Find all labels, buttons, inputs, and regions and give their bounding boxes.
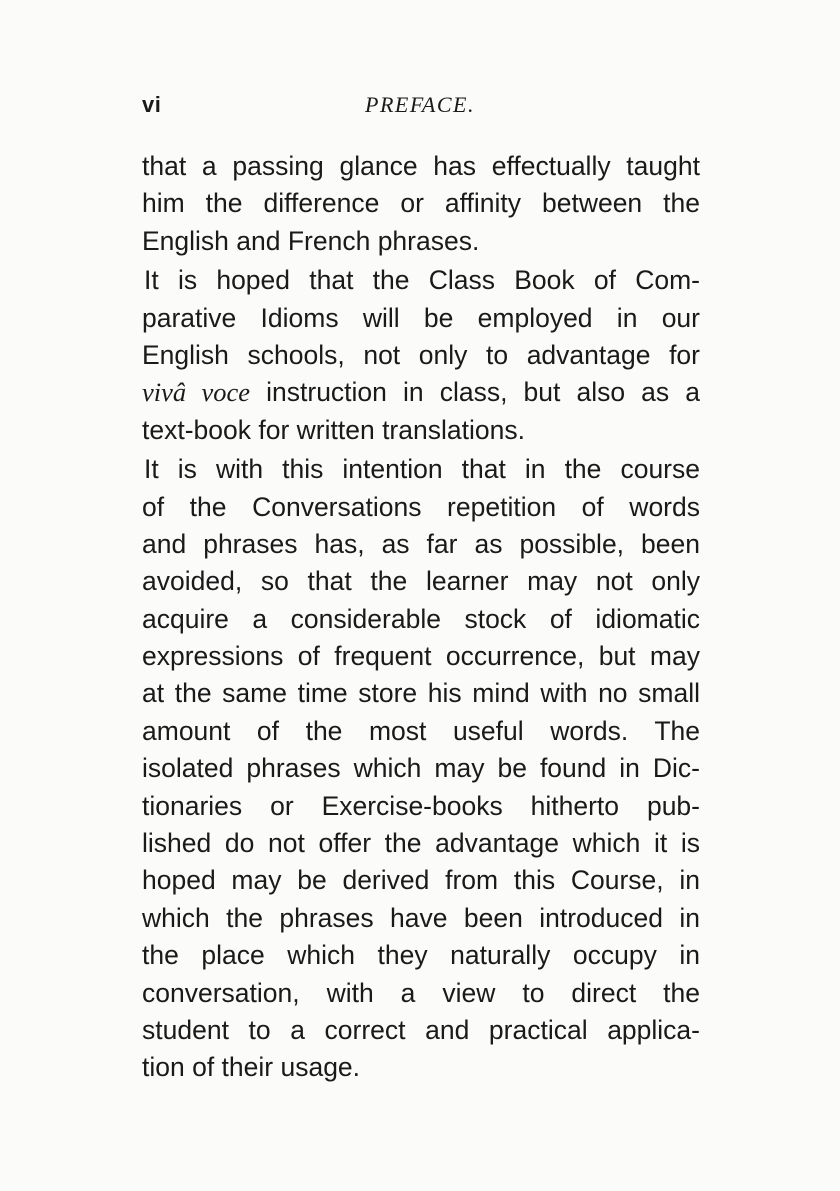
body-text bbox=[142, 148, 700, 1087]
text-line: and phrases has, as far as possible, been bbox=[142, 528, 700, 559]
text-line: him the difference or affinity between the bbox=[142, 188, 700, 219]
paragraph-1 bbox=[142, 148, 700, 260]
page-number: vi bbox=[142, 92, 162, 117]
text-segment: instruction in class, but also as a bbox=[266, 377, 700, 408]
text-line: hoped may be derived from this Course, in bbox=[142, 865, 700, 896]
text-line: tion of their usage. bbox=[142, 1052, 361, 1083]
text-line: the place which they naturally occupy in bbox=[142, 940, 700, 971]
text-line: conversation, with a view to direct the bbox=[142, 977, 700, 1008]
italic-phrase: vivâ voce bbox=[142, 377, 251, 408]
text-line: English and French phrases. bbox=[142, 225, 480, 256]
text-line: English schools, not only to advantage for bbox=[142, 339, 700, 370]
text-line: student to a correct and practical applica- bbox=[142, 1014, 700, 1045]
text-line: It is with this intention that in the course bbox=[144, 454, 700, 485]
text-line-with-italic bbox=[142, 374, 700, 411]
paragraph-2 bbox=[142, 262, 700, 449]
text-line: at the same time store his mind with no small bbox=[142, 678, 700, 709]
text-line: parative Idioms will be employed in our bbox=[142, 302, 700, 333]
text-line: which the phrases have been introduced in bbox=[142, 902, 700, 933]
page-header bbox=[142, 92, 698, 132]
text-line: amount of the most useful words. The bbox=[142, 715, 700, 746]
text-line: text-book for written translations. bbox=[142, 414, 525, 445]
text-line: It is hoped that the Class Book of Com- bbox=[144, 265, 700, 296]
text-line: lished do not offer the advantage which it is bbox=[142, 828, 700, 859]
text-line: tionaries or Exercise-books hitherto pub- bbox=[142, 790, 700, 821]
paragraph-3 bbox=[142, 451, 700, 1087]
text-line: avoided, so that the learner may not only bbox=[142, 566, 700, 597]
text-line: of the Conversations repetition of words bbox=[142, 491, 700, 522]
text-line: acquire a considerable stock of idiomatic bbox=[142, 603, 700, 634]
text-line: isolated phrases which may be found in Dic- bbox=[142, 753, 700, 784]
text-line: that a passing glance has effectually taught bbox=[142, 151, 700, 181]
text-line: expressions of frequent occurrence, but may bbox=[142, 641, 700, 672]
running-head: PREFACE. bbox=[365, 92, 475, 117]
